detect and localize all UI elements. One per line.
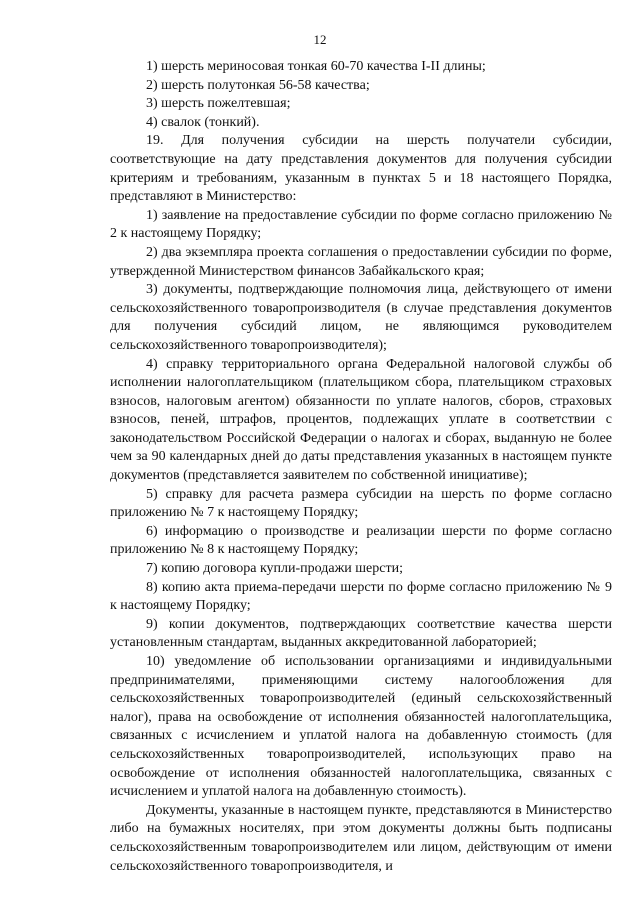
list-item-fine-merino: 1) шерсть мериносовая тонкая 60-70 качества I-II длины; — [146, 59, 486, 74]
doc-item-3-authority-docs: 3) документы, подтверждающие полномочия лица, действующего от имени сельскохозяйственного товаропроизводителя (в случае представления документов для получения субсидий лицом, не являющимся руководителем сельскохозяйственного товаропроизводителя); — [110, 282, 612, 353]
clause-19-intro: 19. Для получения субсидии на шерсть получатели субсидии, соответствующие на дату представления документов для получения субсидии критериям и требованиям, указанным в пунктах 5 и 18 настоящего Порядка, представляют в Министерство: — [110, 133, 612, 205]
doc-item-4-tax-certificate: 4) справку территориального органа Федеральной налоговой службы об исполнении налогоплательщиком (плательщиком сбора, плательщиком страховых взносов, налоговым агентом) обязанности по уплате налогов, сборов, страховых взносов, пеней, штрафов, процентов, подлежащих уплате в соответствии с законодательством Российской Федерации о налогах и сборах, выданную не более чем за 90 календарных дней до даты представления указанных в настоящем пункте документов (представляется заявителем по собственной инициативе); — [110, 356, 612, 484]
document-body — [110, 58, 612, 876]
list-item-yellowed: 3) шерсть пожелтевшая; — [146, 96, 291, 112]
doc-item-6-production-info: 6) информацию о производстве и реализации шерсти по форме согласно приложению № 8 к настоящему Порядку; — [110, 523, 612, 558]
doc-item-2-agreement-draft: 2) два экземпляра проекта соглашения о предоставлении субсидии по форме, утвержденной Министерством финансов Забайкальского края; — [110, 244, 612, 279]
doc-item-7-sale-contract: 7) копию договора купли-продажи шерсти; — [146, 561, 403, 577]
list-item-semi-fine: 2) шерсть полутонкая 56-58 качества; — [146, 77, 370, 93]
doc-item-9-quality-docs: 9) копии документов, подтверждающих соответствие качества шерсти установленным стандартам, выданных аккредитованной лабораторией; — [110, 616, 612, 651]
submission-paragraph: Документы, указанные в настоящем пункте, представляются в Министерство либо на бумажных носителях, при этом документы должны быть подписаны сельскохозяйственным товаропроизводителем или лицом, действующим от имени сельскохозяйственного товаропроизводителя, и — [110, 802, 612, 874]
page-number: 12 — [313, 32, 327, 47]
doc-item-8-transfer-act: 8) копию акта приема-передачи шерсти по форме согласно приложению № 9 к настоящему Порядку; — [110, 579, 612, 614]
doc-item-1-application: 1) заявление на предоставление субсидии по форме согласно приложению № 2 к настоящему Порядку; — [110, 207, 612, 242]
list-item-felted: 4) свалок (тонкий). — [146, 114, 260, 130]
doc-item-5-calculation: 5) справку для расчета размера субсидии на шерсть по форме согласно приложению № 7 к настоящему Порядку; — [110, 486, 612, 521]
doc-item-10-vat-notice: 10) уведомление об использовании организациями и индивидуальными предпринимателями, применяющими систему налогообложения для сельскохозяйственных товаропроизводителей (единый сельскохозяйственный налог), права на освобождение от исполнения обязанностей налогоплательщика, связанных с исчислением и уплатой налога на добавленную стоимость (для сельскохозяйственных товаропроизводителей, использующих право на освобождение от исполнения обязанностей налогоплательщика, связанных с исчислением и уплатой налога на добавленную стоимость). — [110, 654, 612, 800]
